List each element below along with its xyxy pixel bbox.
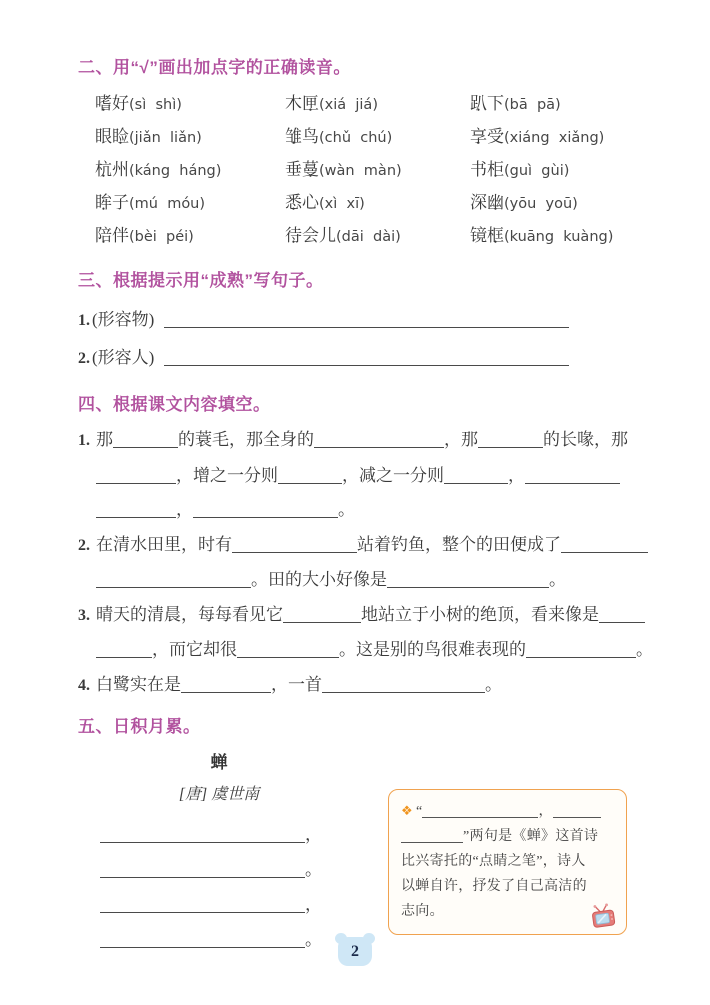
text-run: 。田的大小好像是 <box>251 570 387 589</box>
section-fill-in-blanks <box>78 393 662 703</box>
poem-punctuation: ， <box>305 825 322 844</box>
text-run: 的长喙，那 <box>543 430 628 449</box>
blank-line <box>232 549 357 553</box>
pinyin-options: (guì gùi) <box>504 163 570 179</box>
pinyin-options: (yōu yoū) <box>504 196 578 212</box>
character: 受 <box>487 127 504 146</box>
poem-blank-line <box>100 852 340 887</box>
blank-line <box>553 814 601 818</box>
character: 木 <box>285 94 302 113</box>
item-number: 3. <box>78 606 90 624</box>
blank-line <box>422 814 538 818</box>
character: 镜 <box>470 226 487 245</box>
pinyin-options: (mú móu) <box>129 196 206 212</box>
text-run: 比兴寄托的“点睛之笔”，诗人 <box>401 854 586 869</box>
blank-line <box>561 549 648 553</box>
dotted-character: 框 • <box>487 220 504 252</box>
question-line <box>96 563 662 598</box>
pinyin-options: (kuāng kuàng) <box>504 229 614 245</box>
tv-icon <box>591 903 619 929</box>
fill-in-question <box>78 598 662 668</box>
item-number: 2. <box>78 350 90 367</box>
blank-line <box>113 444 178 448</box>
question-line <box>96 459 662 494</box>
text-run: ，一首 <box>271 674 322 694</box>
text-run: 晴天的清晨，每每看见它 <box>96 604 283 624</box>
word-entry <box>95 154 285 187</box>
word-entry <box>95 121 285 154</box>
blank-line <box>599 619 645 623</box>
text-run: 。 <box>338 500 355 519</box>
blank-line <box>525 480 620 484</box>
dotted-character: 眸 • <box>95 187 112 219</box>
question-line <box>96 493 662 528</box>
word-entry <box>470 187 662 220</box>
blank-line <box>96 514 176 518</box>
sentence-item <box>78 339 662 377</box>
blank-line <box>100 944 305 948</box>
blank-line <box>283 619 361 623</box>
poem-blank-line <box>100 817 340 852</box>
blank-line <box>401 839 463 843</box>
character: 鸟 <box>302 127 319 146</box>
text-run: 以蝉自许，抒发了自己高洁的 <box>401 879 587 894</box>
pinyin-options: (jiǎn liǎn) <box>129 130 202 146</box>
poem-blank-line <box>100 922 340 957</box>
sentence-item <box>78 301 662 339</box>
character: 书 <box>470 160 487 179</box>
character: 子 <box>112 193 129 212</box>
item-number: 2. <box>78 536 90 554</box>
poem-punctuation: 。 <box>305 860 322 879</box>
fill-in-question <box>78 528 662 598</box>
section-pronunciation <box>78 56 662 253</box>
blank-line <box>96 654 152 658</box>
text-run: ”两句是《蝉》这首诗 <box>463 829 599 844</box>
character: 下 <box>487 94 504 113</box>
note-line <box>401 874 614 899</box>
word-entry <box>285 154 470 187</box>
pinyin-options: (bèi péi) <box>129 229 194 245</box>
word-entry <box>285 187 470 220</box>
word-entry <box>95 187 285 220</box>
item-number: 1. <box>78 312 90 329</box>
word-entry <box>285 121 470 154</box>
note-line <box>401 798 614 824</box>
word-entry <box>285 88 470 121</box>
poem-lines <box>98 817 340 957</box>
item-label: (形容人) <box>92 348 155 367</box>
text-run: 地站立于小树的绝顶，看来像是 <box>361 604 599 624</box>
character: 会 <box>302 226 319 245</box>
character: 儿 <box>319 226 336 245</box>
text-run: ，减之一分则 <box>342 465 444 485</box>
fill-in-question <box>78 668 662 704</box>
section-accumulation <box>78 715 662 957</box>
diamond-marker-icon: ❖ <box>401 803 413 818</box>
text-run: 。这是别的鸟很难表现的 <box>339 640 526 659</box>
character: 好 <box>112 94 129 113</box>
text-run: 志向。 <box>401 904 444 919</box>
text-run: ，增之一分则 <box>176 465 278 485</box>
dotted-character: 待 • <box>285 220 302 252</box>
note-box <box>388 789 627 935</box>
text-run: 的蓑毛，那全身的 <box>178 430 314 449</box>
dotted-character: 蔓 • <box>302 154 319 186</box>
pinyin-options: (káng háng) <box>129 163 222 179</box>
text-run: 。 <box>636 640 653 659</box>
blank-line <box>322 689 485 693</box>
blank-line <box>278 480 342 484</box>
blank-line <box>96 480 176 484</box>
section-four-title: 四、根据课文内容填空。 <box>78 395 271 414</box>
question-line <box>78 668 662 704</box>
section-sentence-writing <box>78 269 662 377</box>
blank-line <box>164 324 569 328</box>
text-run: ， <box>508 465 525 485</box>
dotted-character: 悉 • <box>285 187 302 219</box>
blank-line <box>444 480 508 484</box>
text-run: ，那 <box>444 430 478 449</box>
word-entry <box>95 88 285 121</box>
dotted-character: 陪 • <box>95 220 112 252</box>
text-run: “ <box>415 804 423 819</box>
word-entry <box>470 121 662 154</box>
sentence-items <box>78 301 662 377</box>
poem-punctuation: 。 <box>305 930 322 949</box>
dotted-character: 趴 • <box>470 88 487 120</box>
word-entry <box>285 220 470 253</box>
question-line <box>78 598 662 634</box>
poem-punctuation: ， <box>305 895 322 914</box>
text-run: ， <box>538 804 553 819</box>
worksheet-page <box>78 56 662 957</box>
word-entry <box>470 154 662 187</box>
section-five-title: 五、日积月累。 <box>78 717 201 736</box>
blank-line <box>237 654 339 658</box>
item-number: 1. <box>78 432 90 449</box>
page-number-badge <box>338 937 372 966</box>
note-line <box>401 849 614 874</box>
character: 眼 <box>95 127 112 146</box>
section-three-title: 三、根据提示用“成熟”写句子。 <box>78 271 324 290</box>
word-entry <box>95 220 285 253</box>
poem-block <box>98 751 340 957</box>
question-line <box>96 633 662 668</box>
character: 心 <box>302 193 319 212</box>
blank-line <box>164 362 569 366</box>
poem-author: [唐] 虞世南 <box>178 786 260 803</box>
word-grid <box>95 88 662 253</box>
character: 深 <box>470 193 487 212</box>
pinyin-options: (xì xī) <box>319 196 365 212</box>
fill-in-question <box>78 423 662 528</box>
text-run: 站着钓鱼，整个的田便成了 <box>357 534 561 554</box>
dotted-character: 幽 • <box>487 187 504 219</box>
question-line <box>78 423 662 459</box>
pinyin-options: (chǔ chú) <box>319 130 393 146</box>
blank-line <box>96 584 251 588</box>
text-run: ，而它却很 <box>152 640 237 659</box>
character: 州 <box>112 160 129 179</box>
fill-in-questions <box>78 423 662 703</box>
note-text <box>401 798 614 924</box>
blank-line <box>526 654 636 658</box>
pinyin-options: (dāi dài) <box>336 229 401 245</box>
pinyin-options: (xiá jiá) <box>319 97 378 113</box>
text-run: 在清水田里，时有 <box>96 534 232 554</box>
section-two-title: 二、用“√”画出加点字的正确读音。 <box>78 58 351 77</box>
blank-line <box>100 909 305 913</box>
note-line <box>401 824 614 849</box>
pinyin-options: (bā pā) <box>504 97 561 113</box>
blank-line <box>478 444 543 448</box>
text-run: 那 <box>96 430 113 449</box>
blank-line <box>100 874 305 878</box>
blank-line <box>100 839 305 843</box>
pinyin-options: (sì shì) <box>129 97 182 113</box>
question-line <box>78 528 662 564</box>
blank-line <box>387 584 549 588</box>
character: 垂 <box>285 160 302 179</box>
text-run: 。 <box>549 570 566 589</box>
item-number: 4. <box>78 676 90 694</box>
dotted-character: 嗜 • <box>95 88 112 120</box>
character: 伴 <box>112 226 129 245</box>
word-entry <box>470 220 662 253</box>
item-label: (形容物) <box>92 310 155 329</box>
text-run: ， <box>176 500 193 519</box>
pinyin-options: (xiáng xiǎng) <box>504 130 605 146</box>
poem-title: 蝉 <box>210 753 228 772</box>
dotted-character: 享 • <box>470 121 487 153</box>
blank-line <box>181 689 271 693</box>
poem-blank-line <box>100 887 340 922</box>
note-line <box>401 899 614 924</box>
dotted-character: 柜 • <box>487 154 504 186</box>
pinyin-options: (wàn màn) <box>319 163 402 179</box>
text-run: 。 <box>485 674 502 694</box>
blank-line <box>193 514 338 518</box>
dotted-character: 雏 • <box>285 121 302 153</box>
blank-line <box>314 444 444 448</box>
word-entry <box>470 88 662 121</box>
page-number: 2 <box>351 943 359 960</box>
dotted-character: 杭 • <box>95 154 112 186</box>
dotted-character: 匣 • <box>302 88 319 120</box>
dotted-character: 睑 • <box>112 121 129 153</box>
text-run: 白鹭实在是 <box>96 674 181 694</box>
